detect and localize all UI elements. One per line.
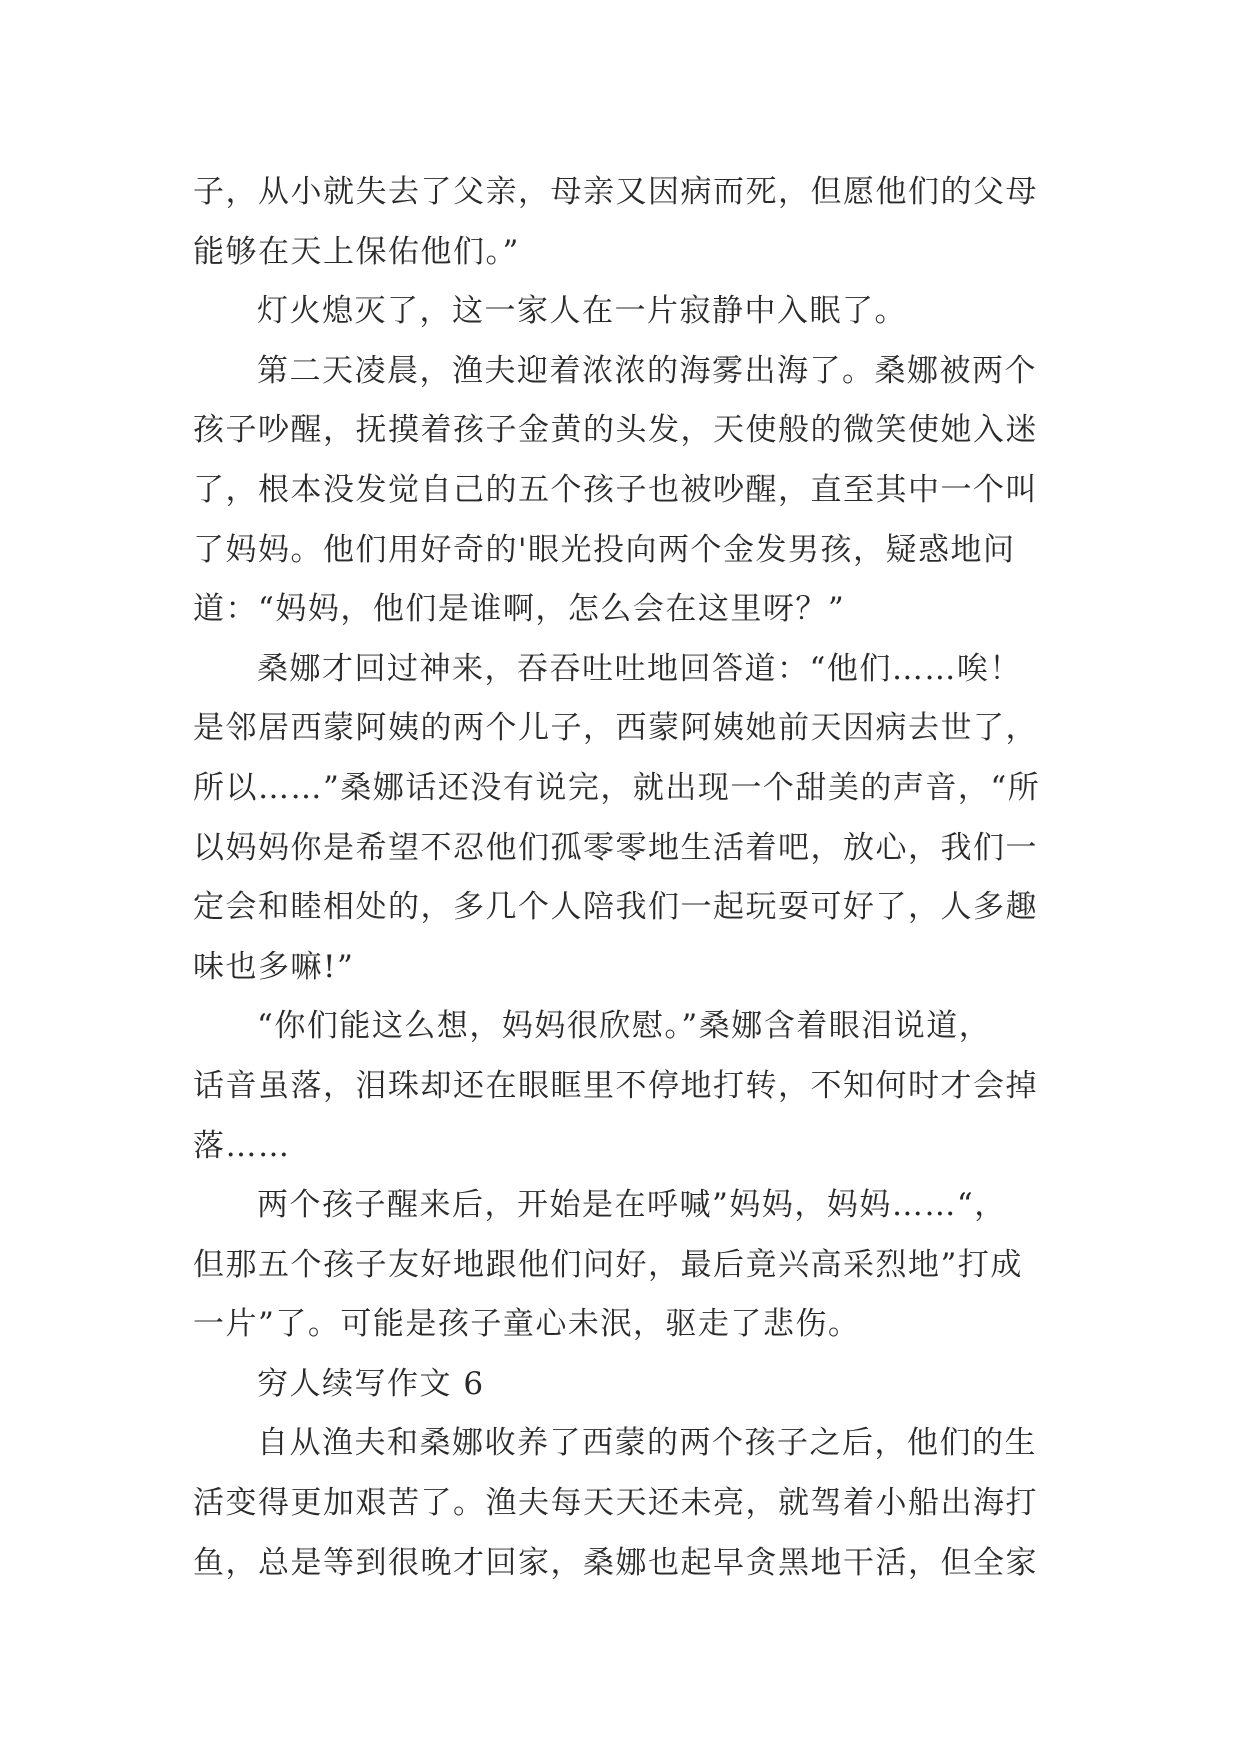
text-line: 定会和睦相处的，多几个人陪我们一起玩耍可好了，人多趣 <box>193 889 1038 926</box>
text-line: 活变得更加艰苦了。渔夫每天天还未亮，就驾着小船出海打 <box>193 1485 1038 1522</box>
text-line: 但那五个孩子友好地跟他们问好，最后竟兴高采烈地”打成 <box>193 1246 1023 1283</box>
text-line: 味也多嘛!” <box>193 948 355 985</box>
text-line: 一片”了。可能是孩子童心未泯，驱走了悲伤。 <box>193 1306 861 1343</box>
text-line: 话音虽落，泪珠却还在眼眶里不停地打转，不知何时才会掉 <box>193 1067 1038 1104</box>
text-line: 第二天凌晨，渔夫迎着浓浓的海雾出海了。桑娜被两个 <box>257 352 1037 389</box>
text-line: 了妈妈。他们用好奇的'眼光投向两个金发男孩，疑惑地问 <box>193 531 1016 568</box>
section-heading: 穷人续写作文 6 <box>257 1365 485 1402</box>
text-line: 是邻居西蒙阿姨的两个儿子，西蒙阿姨她前天因病去世了， <box>193 710 1038 747</box>
text-line: 落…… <box>193 1127 291 1164</box>
text-line: 了，根本没发觉自己的五个孩子也被吵醒，直至其中一个叫 <box>193 471 1038 508</box>
text-line: 自从渔夫和桑娜收养了西蒙的两个孩子之后，他们的生 <box>257 1425 1037 1462</box>
text-line: 桑娜才回过神来，吞吞吐吐地回答道：“他们……唉！ <box>257 650 1022 687</box>
text-line: 子，从小就失去了父亲，母亲又因病而死，但愿他们的父母 <box>193 174 1038 210</box>
text-line: 以妈妈你是希望不忍他们孤零零地生活着吧，放心，我们一 <box>193 829 1038 866</box>
text-line: 能够在天上保佑他们。” <box>193 233 520 270</box>
document-body <box>193 163 1073 1593</box>
text-line: 所以……”桑娜话还没有说完，就出现一个甜美的声音，“所 <box>193 769 1041 806</box>
text-line: “你们能这么想，妈妈很欣慰。”桑娜含着眼泪说道， <box>257 1008 992 1045</box>
text-line: 鱼，总是等到很晚才回家，桑娜也起早贪黑地干活，但全家 <box>193 1544 1038 1581</box>
text-line: 两个孩子醒来后，开始是在呼喊”妈妈，妈妈……“， <box>257 1187 1007 1224</box>
text-line: 孩子吵醒，抚摸着孩子金黄的头发，天使般的微笑使她入迷 <box>193 412 1038 449</box>
text-line: 道：“妈妈，他们是谁啊，怎么会在这里呀？” <box>193 591 846 628</box>
text-line: 灯火熄灭了，这一家人在一片寂静中入眠了。 <box>257 293 907 330</box>
